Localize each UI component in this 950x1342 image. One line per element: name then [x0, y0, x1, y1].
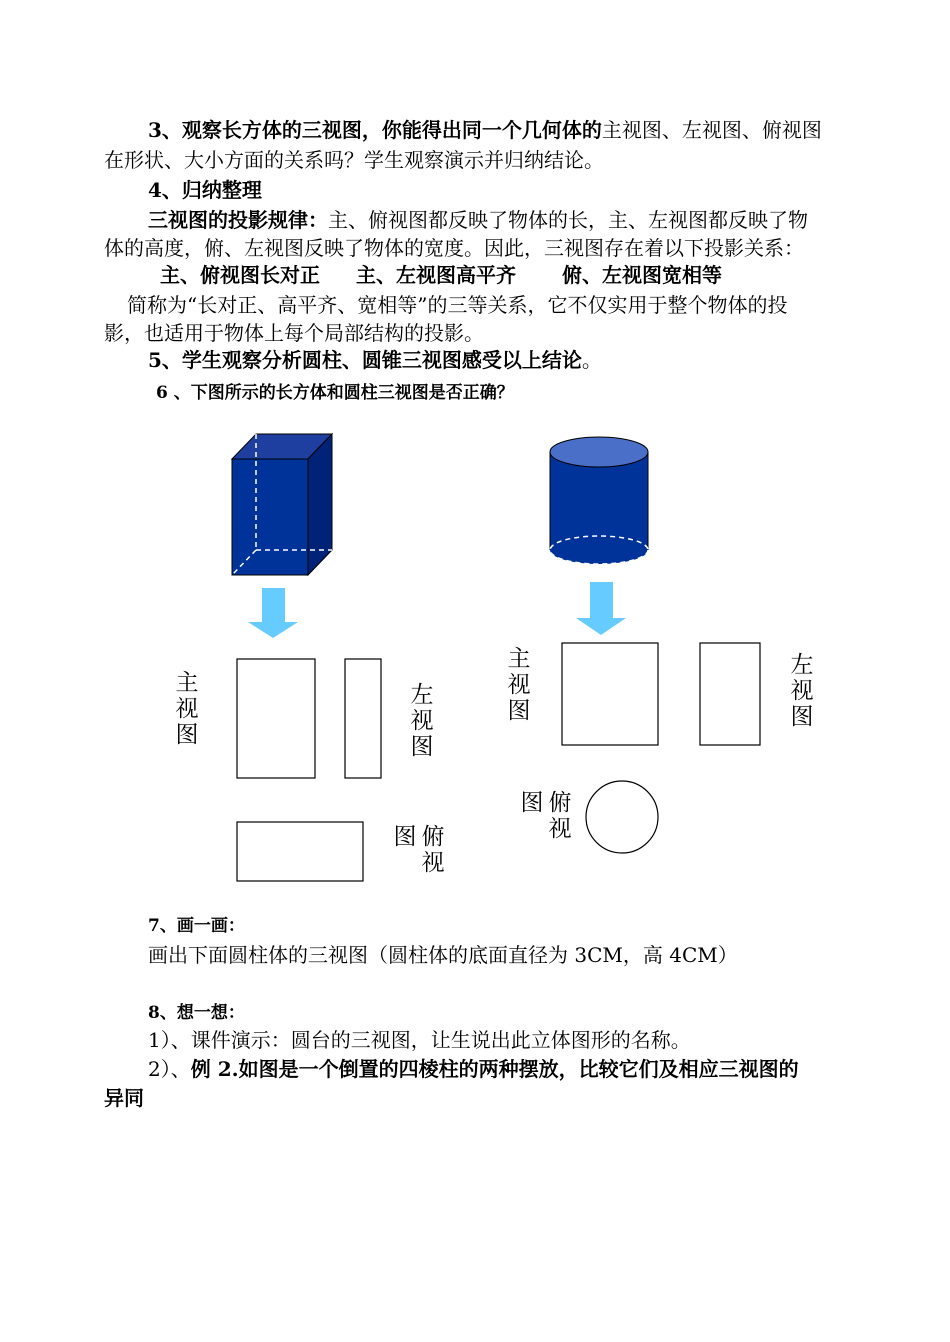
cuboid-top-view — [237, 822, 363, 881]
cylinder-front-view — [562, 643, 658, 745]
relation-width: 俯、左视图宽相等 — [562, 263, 722, 287]
label-main-view-left: 主 视 图 — [175, 670, 199, 748]
cylinder-bottom-back — [550, 536, 648, 564]
section3-bold: 3、观察长方体的三视图，你能得出同一个几何体的 — [148, 118, 602, 142]
arrow-down-right — [576, 582, 626, 635]
section4-title: 4、归纳整理 — [148, 178, 262, 202]
label-main-view-right: 主 视 图 — [507, 646, 531, 724]
section8-item2-line2: 异同 — [104, 1086, 144, 1110]
cylinder-side-view — [700, 643, 760, 745]
section4-rule-line2: 体的高度，俯、左视图反映了物体的宽度。因此，三视图存在着以下投影关系： — [104, 236, 804, 260]
section3-line2: 在形状、大小方面的关系吗？学生观察演示并归纳结论。 — [104, 148, 604, 172]
item2-prefix: 2）、 — [148, 1057, 191, 1081]
label-top-view-left-a: 图 — [393, 824, 417, 850]
section8-title: 8、想一想： — [148, 1003, 245, 1023]
section8-item2 — [148, 1057, 799, 1081]
section7-text: 画出下面圆柱体的三视图（圆柱体的底面直径为 3CM，高 4CM） — [148, 943, 738, 967]
section7-title: 7、画一画： — [148, 916, 245, 936]
relation-height: 主、左视图高平齐 — [356, 263, 516, 287]
cylinder-top-view — [586, 781, 658, 853]
section8-item1: 1）、课件演示：圆台的三视图，让生说出此立体图形的名称。 — [148, 1028, 691, 1052]
section5-bold: 5、学生观察分析圆柱、圆锥三视图感受以上结论 — [148, 348, 582, 372]
section4-summary1: 简称为“长对正、高平齐、宽相等”的三等关系，它不仅实用于整个物体的投 — [127, 293, 788, 317]
rule-heading: 三视图的投影规律： — [148, 208, 328, 232]
section3-normal: 主视图、左视图、俯视图 — [601, 118, 822, 142]
cuboid-front-face — [232, 459, 308, 575]
cuboid-front-view — [237, 659, 315, 778]
relation-length: 主、俯视图长对正 — [160, 263, 320, 287]
cuboid-side-face — [308, 434, 332, 575]
rule-text1: 主、俯视图都反映了物体的长，主、左视图都反映了物 — [328, 208, 808, 232]
cuboid-side-view — [345, 659, 381, 778]
label-left-view-left: 左 视 图 — [410, 682, 434, 760]
arrow-down-left — [248, 588, 298, 638]
cylinder-top — [550, 437, 648, 467]
label-left-view-right: 左 视 图 — [790, 652, 814, 730]
section6-title: 6 、下图所示的长方体和圆柱三视图是否正确？ — [156, 383, 514, 403]
item2-bold: 例 2.如图是一个倒置的四棱柱的两种摆放，比较它们及相应三视图的 — [190, 1057, 799, 1081]
section5-end: 。 — [581, 348, 602, 372]
section4-summary2: 影，也适用于物体上每个局部结构的投影。 — [104, 321, 484, 345]
label-top-view-right-b: 俯 视 — [548, 790, 572, 842]
label-top-view-left-b: 俯 视 — [421, 824, 445, 876]
label-top-view-right-a: 图 — [520, 790, 544, 816]
